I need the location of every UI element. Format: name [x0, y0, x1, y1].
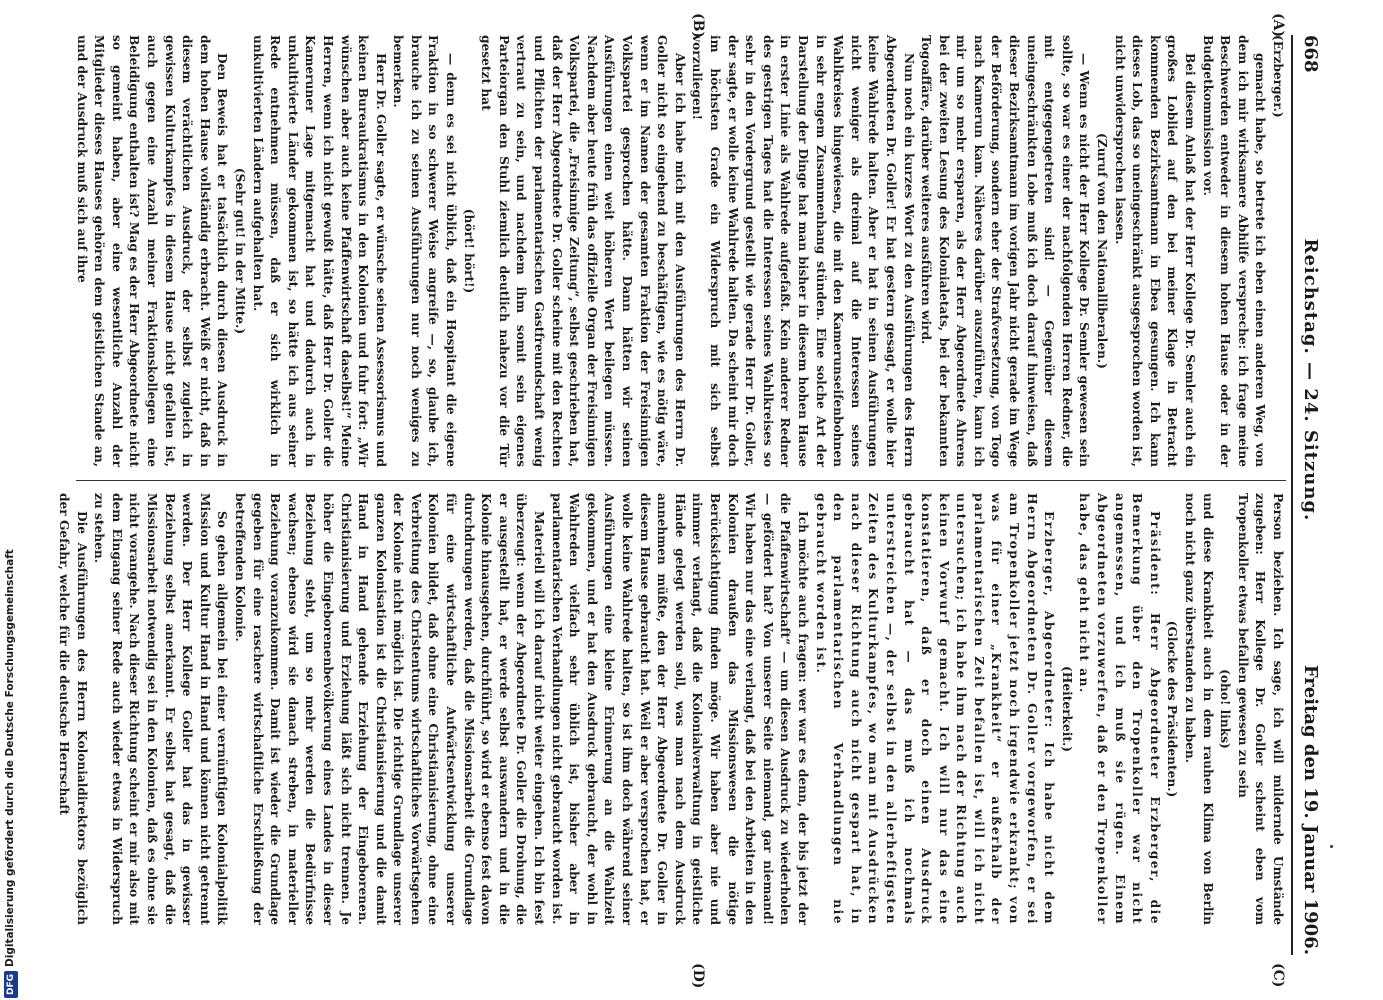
right-column-paragraph: (Glocke des Präsidenten.): [1165, 620, 1180, 798]
left-column-paragraph: gemacht habe, so betrete ich eben einen anderen Weg, von dem ich mir wirksamere Abhilfe verspreche: ich frage meine Beschwerden entweder in diesem hohen Hause oder in der Budgetkommission vor.: [1200, 35, 1268, 467]
right-column-paragraph: So gehen allgemein bei einer vernünftigen Kolonialpolitik Mission und Kultur Hand in Hand und können nicht getrennt werden. Der Herr Kollege Goller hat das in gewisser Beziehung selbst anerkannt. Er selbst hat gesagt, daß die Missionsarbeit notwendig sei in den Kolonien, daß es ohne sie nicht vorangehe. Nach dieser Richtung scheint er mir also mit dem Eingang seiner Rede auch wieder etwas in Widerspruch zu stehen.: [92, 493, 230, 925]
left-column-paragraph: Herr Dr. Goller sagte, er wünsche seinen Assessorismus und keinen Bureaukratismus in den Kolonien und fuhr fort: „Wir wünschen aber auch keine Pfaffenwirtschaft daselbst!“ Meine Herren, wenn ich nicht gewußt hätte, daß Herr Dr. Goller die Kameruner Lage mitgemacht hat und dadurch auch in unkultivierte Länder gekommen ist, so hätte ich aus seiner Rede entnehmen müssen, daß er sich wirklich in unkultivierten Ländern aufgehalten hat.: [250, 35, 388, 467]
dfg-logo: DFG: [4, 971, 18, 998]
right-column-paragraph: (Heiterkeit.): [1059, 666, 1074, 752]
left-column-paragraph: (hört! hört!): [461, 208, 476, 294]
left-column-paragraph: (Sehr gut! in der Mitte.): [232, 167, 247, 335]
session-date: Freitag den 19. Januar 1906.: [1300, 664, 1322, 955]
footer-credit: [3, 549, 17, 998]
right-column-paragraph: Die Ausführungen des Herrn Kolonialdirektors bezüglich der Gefahr, welche für die deutsche Herrschaft: [57, 493, 89, 925]
margin-mark-d: (D): [690, 963, 706, 989]
left-column-paragraph: Nun noch ein kurzes Wort zu den Ausführungen des Herrn Abgeordneten Dr. Goller! Er hat gestern gesagt, er wolle hier keine Wahlrede halten. Aber er hat in seinen Ausführungen nicht weniger als dreimal auf die Interessen seines Wahlkreises hingewiesen, die mit den Kamerunseifenbohnen in sehr engem Zusammenhang stünden. Eine solche Art der Darstellung der Dinge hat man bisher in diesem hohen Hause in erster Linie als Wahlrede aufgefaßt. Kein anderer Redner des gestrigen Tages hat die Interessen seines Wahlkreises so sehr in den Vordergrund gestellt wie gerade Herr Dr. Goller, der sagte, er wolle keine Wahlrede halten. Da scheint mir doch im höchsten Grade ein Widerspruch mit sich selbst vorzuliegen!: [690, 35, 916, 467]
right-column-paragraph: Person beziehen. Ich sage, ich will mildernde Umstände zugeben: Herr Kollege Dr. Goller scheint eben vom Tropenkoller etwas befallen gewesen zu sein: [1235, 493, 1285, 925]
right-column-paragraph: Materiell will ich darauf nicht weiter eingehen. Ich bin fest überzeugt: wenn der Abgeordnete Dr. Goller die Drohung, die er ausgestellt hat, er werde selbst auswandern und in die Kolonie hinausgehen, durchführt, so wird er ebenso fest davon durchdrungen werden, daß die Missionsarbeit die Grundlage für eine wirtschaftliche Aufwärtsentwicklung unserer Kolonien bildet, daß ohne eine Christianisierung, ohne eine Verbreitung des Christentums wirtschaftliches Vorwärtsgehen der Kolonie nicht möglich ist. Die richtige Grundlage unserer ganzen Kolonisation ist die Christianisierung und die damit Hand in Hand gehende Erziehung der Eingeborenen. Christianisierung und Erziehung läßt sich nicht trennen. Je höher die Eingeborenenbevölkerung eines Landes in dieser Beziehung steht, um so mehr werden die Bedürfnisse wachsen; ebenso wird sie danach streben, in materieller Beziehung voranzukommen. Damit ist wieder die Grundlage gegeben für eine raschere wirtschaftliche Erschließung der betreffenden Kolonie.: [232, 493, 547, 925]
left-column-paragraph: (Zuruf von den Nationalliberalen.): [1095, 133, 1110, 369]
left-column-paragraph: Aber ich habe mich mit den Ausführungen des Herrn Dr. Goller nicht so eingehend zu beschäftigen, wie es nötig wäre, wenn er im Namen der gesamten Fraktion der Freisinnigen Volkspartei gesprochen hätte. Dann hätten wir seinen Ausführungen einen weit höheren Wert beilegen müssen. Nachdem aber heute früh das offizielle Organ der Freisinnigen Volkspartei, die „Freisinnige Zeitung“, selbst geschrieben hat, daß der Herr Abgeordnete Dr. Goller scheine mit den Rechten und Pflichten der parlamentarischen Gastfreundschaft wenig vertraut zu sein, und nachdem ihm somit sein eigenes Parteiorgan den Stuhl ziemlich deutlich nahezu vor die Tür gesetzt hat: [479, 35, 687, 467]
margin-mark-c: (C): [1270, 963, 1286, 988]
right-column-paragraph: (oho! links): [1218, 669, 1233, 749]
left-column: [71, 35, 1286, 467]
right-column-paragraph: Präsident: Herr Abgeordneter Erzberger, die Bemerkung über den Tropenkoller war nicht angemessen, und ich muß sie rügen. Einem Abgeordneten vorzuwerfen, daß er den Tropenkoller habe, das geht nicht an.: [1077, 493, 1162, 925]
scan-speck: [1330, 845, 1333, 848]
header-rule: [1291, 35, 1293, 955]
left-column-paragraph: (Erzberger.): [1271, 35, 1285, 118]
scanned-page: [57, 13, 1326, 989]
right-column-paragraph: Ich möchte auch fragen: wer war es denn, der bis jetzt der die Pfaffenwirtschaft“ — um diesen Ausdruck zu wiederholen — gefördert hat? Von unserer Seite niemand, gar niemand! Wir haben nur das eine verlangt, daß bei den Arbeiten in den Kolonien draußen das Missionswesen die nötige Berücksichtigung finden möge. Wir haben aber nie und nimmer verlangt, daß die Kolonialverwaltung in geistliche Hände gelegt werden soll, was man nach dem Ausdruck annehmen müßte, den der Herr Abgeordnete Dr. Goller in diesem Hause gebraucht hat. Weil er aber versprochen hat, er wolle keine Wahlrede halten, so ist ihm doch während seiner Ausführungen eine kleine Erinnerung an die Wahlzeit gekommen, und er hat den Ausdruck gebraucht, der wohl in Wahlreden vielfach sehr üblich ist, bisher aber in parlamentarischen Verhandlungen nicht gebraucht worden ist.: [549, 493, 810, 925]
margin-mark-a: (A): [1270, 13, 1286, 38]
right-column-paragraph: und diese Krankheit auch in dem rauhen Klima von Berlin noch nicht ganz überstanden zu haben.: [1183, 493, 1215, 925]
right-column: [57, 493, 1286, 925]
footer-bar: [0, 0, 20, 1000]
left-column-paragraph: — Wenn es nicht der Herr Kollege Dr. Semler gewesen sein sollte, so war es einer der nachfolgenden Herren Redner, die mit entgegengetreten sind! — Gegenüber diesem uneingeschränkten Lobe muß ich doch darauf hinweisen, daß dieser Bezirksamtmann im vorigen Jahr nicht gerade im Wege der Beförderung, sondern eher der Strafversetzung, von Togo nach Kamerun kam. Näheres darüber auszuführen, kann ich mir um so mehr ersparen, als der Herr Abgeordnete Ahrens bei der zweiten Lesung des Kolonialetats, bei der bekannten Togoaffäre, darüber weiteres ausführen wird.: [919, 35, 1092, 467]
column-divider: [76, 480, 1286, 481]
right-column-paragraph: Erzberger, Abgeordneter: Ich habe nicht dem Herrn Abgeordneten Dr. Goller vorgeworfen, er sei am Tropenkoller jetzt noch irgendwie erkrankt; von was für einer „Krankheit“ er außerhalb der parlamentarischen Zeit befallen ist, will ich nicht untersuchen; ich habe ihm nach der Richtung auch keinen Vorwurf gemacht. Ich will nur das eine konstatieren, daß er doch einen Ausdruck gebraucht hat — das muß ich nochmals unterstreichen —, der selbst in den allerheftigsten Zeiten des Kulturkampfes, wo man mit Ausdrücken nach dieser Richtung auch nicht gespart hat, in den parlamentarischen Verhandlungen nie gebraucht worden ist.: [813, 493, 1057, 925]
page-title: Reichstag. — 24. Sitzung.: [1300, 238, 1322, 522]
left-column-paragraph: — denn es sei nicht üblich, daß ein Hospitant die eigene Fraktion in so schwerer Weise angreife —, so, glaube ich, brauche ich zu seinen Ausführungen nur noch weniges zu bemerken.: [391, 35, 459, 467]
page-number: 668: [1300, 35, 1322, 73]
left-column-paragraph: Bei diesem Anlaß hat der Herr Kollege Dr. Semler auch ein großes Loblied auf den bei meiner Klage in Betracht kommenden Bezirksamtmann in Ebea gesungen. Ich kann dieses Lob, das so uneingeschränkt ausgesprochen worden ist, nicht unwidersprochen lassen.: [1112, 35, 1198, 467]
left-column-paragraph: Den Beweis hat er tatsächlich durch diesen Ausdruck in dem hohen Hause vollständig erbracht. Weiß er nicht, daß in diesem verächtlichen Ausdruck, der selbst zugleich in gewissen Kulturkampfes in diesem Hause nicht gefallen ist, auch gegen eine Anzahl meiner Fraktionskollegen eine Beleidigung enthalten ist? Mag es der Herr Abgeordnete nicht so gemeint haben, aber eine wesentliche Anzahl der Mitglieder dieses Hauses gehören dem geistlichen Stande an, und der Ausdruck muß sich auf ihre: [74, 35, 230, 467]
margin-mark-b: (B): [690, 13, 706, 39]
page-header: [1296, 35, 1326, 955]
footer-credit-text: Digitalisierung gefördert durch die Deutsche Forschungsgemeinschaft: [4, 549, 16, 967]
